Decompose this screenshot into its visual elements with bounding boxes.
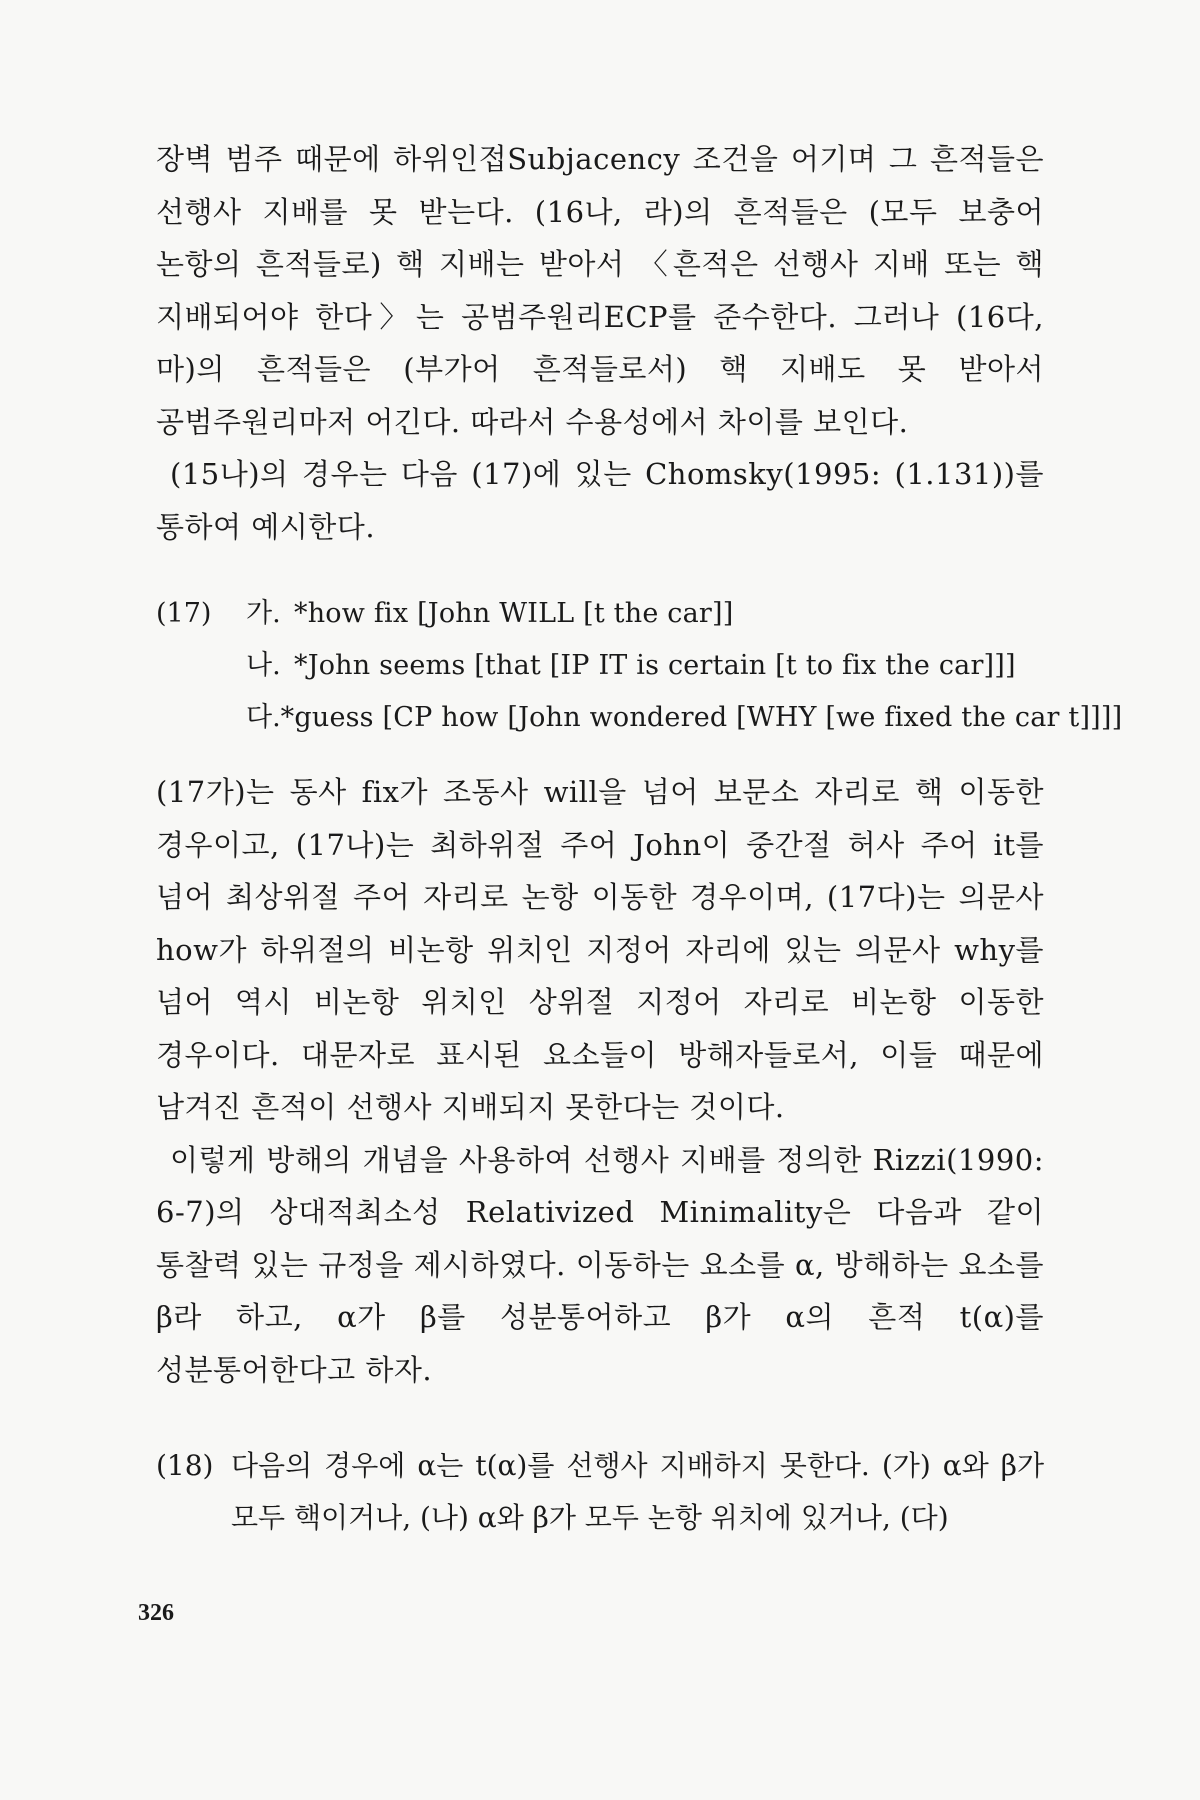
definition-number: (18) xyxy=(156,1449,214,1482)
example-block-17 xyxy=(156,588,1123,744)
example-sentence: *guess [CP how [John wondered [WHY [we fixed the car t]]]] xyxy=(280,702,1123,733)
body-text-section-1 xyxy=(156,133,1044,553)
body-text-section-2 xyxy=(156,766,1044,1396)
paragraph: 이렇게 방해의 개념을 사용하여 선행사 지배를 정의한 Rizzi(1990: 6-7)의 상대적최소성 Relativized Minimality은 다음과 같이 통찰력 있는 규정을 제시하였다. 이동하는 요소를 α, 방해하는 요소를 β라 하고, α가 β를 성분통어하고 β가 α의 흔적 t(α)를 성분통어한다고 하자. xyxy=(156,1142,1044,1387)
example-label: 가. xyxy=(246,598,281,629)
example-item xyxy=(156,692,1123,744)
example-item xyxy=(156,588,1044,640)
paragraph: (17가)는 동사 fix가 조동사 will을 넘어 보문소 자리로 핵 이동한 경우이고, (17나)는 최하위절 주어 John이 중간절 허사 주어 it를 넘어 최상위절 주어 자리로 논항 이동한 경우이며, (17다)는 의문사 how가 하위절의 비논항 위치인 지정어 자리에 있는 의문사 why를 넘어 역시 비논항 위치인 상위절 지정어 자리로 비논항 이동한 경우이다. 대문자로 표시된 요소들이 방해자들로서, 이들 때문에 남겨진 흔적이 선행사 지배되지 못한다는 것이다. xyxy=(156,775,1044,1124)
example-item xyxy=(156,640,1044,692)
example-sentence: *John seems [that [IP IT is certain [t to fix the car]]] xyxy=(294,650,1016,681)
definition-row xyxy=(156,1440,1044,1544)
example-number: (17) xyxy=(156,598,212,629)
page-number: 326 xyxy=(138,1600,174,1626)
paragraph: (15나)의 경우는 다음 (17)에 있는 Chomsky(1995: (1.131))를 통하여 예시한다. xyxy=(156,457,1044,544)
paragraph: 장벽 범주 때문에 하위인접Subjacency 조건을 어기며 그 흔적들은 선행사 지배를 못 받는다. (16나, 라)의 흔적들은 (모두 보충어 논항의 흔적들로) 핵 지배는 받아서 〈흔적은 선행사 지배 또는 핵 지배되어야 한다〉는 공범주원리ECP를 준수한다. 그러나 (16다, 마)의 흔적들은 (부가어 흔적들로서) 핵 지배도 못 받아서 공범주원리마저 어긴다. 따라서 수용성에서 차이를 보인다. xyxy=(156,142,1044,439)
definition-18 xyxy=(156,1440,1044,1544)
example-label: 나. xyxy=(246,650,281,681)
definition-text: 다음의 경우에 α는 t(α)를 선행사 지배하지 못한다. (가) α와 β가 모두 핵이거나, (나) α와 β가 모두 논항 위치에 있거나, (다) xyxy=(231,1449,1044,1534)
example-label: 다. xyxy=(246,702,281,733)
example-sentence: *how fix [John WILL [t the car]] xyxy=(294,598,734,629)
